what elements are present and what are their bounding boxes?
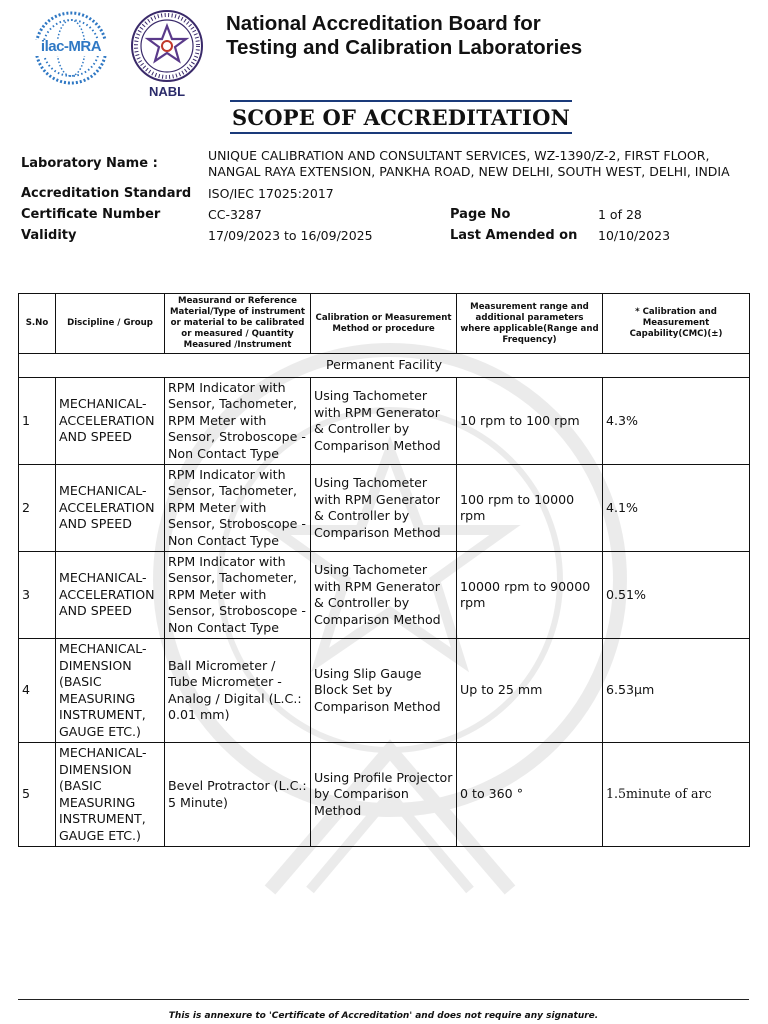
org-title [226,12,582,60]
table-row [19,743,750,847]
cell-measurand: RPM Indicator with Sensor, Tachometer, RPM Meter with Sensor, Stroboscope - Non Contact Type [165,378,311,465]
footer-divider [18,999,749,1000]
standard-label: Accreditation Standard [21,186,192,201]
cell-range: 10000 rpm to 90000 rpm [457,552,603,639]
last-amended-label: Last Amended on [450,228,578,243]
scope-table [18,293,750,847]
cell-cmc: 6.53µm [603,639,750,743]
cell-range: 10 rpm to 100 rpm [457,378,603,465]
header-range: Measurement range and additional parameters where applicable(Range and Frequency) [457,294,603,354]
certificate-label: Certificate Number [21,207,161,222]
page-no-label: Page No [450,207,511,222]
lab-name-line2: NANGAL RAYA EXTENSION, PANKHA ROAD, NEW DELHI, SOUTH WEST, DELHI, INDIA [208,164,730,179]
cell-measurand: RPM Indicator with Sensor, Tachometer, RPM Meter with Sensor, Stroboscope - Non Contact Type [165,465,311,552]
cell-method: Using Profile Projector by Comparison Method [311,743,457,847]
table-row [19,639,750,743]
header-cmc: * Calibration and Measurement Capability(CMC)(±) [603,294,750,354]
cell-measurand: Ball Micrometer / Tube Micrometer - Analog / Digital (L.C.: 0.01 mm) [165,639,311,743]
cell-sno: 2 [19,465,56,552]
ilac-logo-text: ilac-MRA [40,38,102,55]
cell-method: Using Tachometer with RPM Generator & Controller by Comparison Method [311,465,457,552]
cell-sno: 3 [19,552,56,639]
cell-range: 0 to 360 ° [457,743,603,847]
cell-method: Using Slip Gauge Block Set by Comparison Method [311,639,457,743]
cell-method: Using Tachometer with RPM Generator & Controller by Comparison Method [311,378,457,465]
header-method: Calibration or Measurement Method or procedure [311,294,457,354]
section-row [19,354,750,378]
table-row [19,378,750,465]
cell-measurand: Bevel Protractor (L.C.: 5 Minute) [165,743,311,847]
validity-label: Validity [21,228,77,243]
cell-discipline: MECHANICAL- ACCELERATION AND SPEED [56,378,165,465]
cell-discipline: MECHANICAL- DIMENSION (BASIC MEASURING INSTRUMENT, GAUGE ETC.) [56,639,165,743]
cell-range: Up to 25 mm [457,639,603,743]
cell-sno: 1 [19,378,56,465]
certificate-value: CC-3287 [208,207,262,222]
standard-value: ISO/IEC 17025:2017 [208,186,334,201]
header-discipline: Discipline / Group [56,294,165,354]
nabl-logo [128,8,206,100]
header-measurand: Measurand or Reference Material/Type of instrument or material to be calibrated or measured / Quantity Measured /Instrument [165,294,311,354]
table-row [19,552,750,639]
header-sno: S.No [19,294,56,354]
cell-discipline: MECHANICAL- ACCELERATION AND SPEED [56,552,165,639]
lab-name-label: Laboratory Name : [21,156,158,171]
cell-measurand: RPM Indicator with Sensor, Tachometer, RPM Meter with Sensor, Stroboscope - Non Contact Type [165,552,311,639]
nabl-logo-text: NABL [148,84,186,99]
cell-discipline: MECHANICAL- ACCELERATION AND SPEED [56,465,165,552]
lab-name-line1: UNIQUE CALIBRATION AND CONSULTANT SERVICES, WZ-1390/Z-2, FIRST FLOOR, [208,148,710,163]
cell-range: 100 rpm to 10000 rpm [457,465,603,552]
ilac-mra-logo [28,10,114,86]
org-title-line1: National Accreditation Board for [226,12,541,35]
page-no-value: 1 of 28 [598,207,642,222]
scope-title: SCOPE OF ACCREDITATION [230,100,572,134]
lab-name-value [208,148,730,180]
cell-sno: 4 [19,639,56,743]
last-amended-value: 10/10/2023 [598,228,671,243]
cell-sno: 5 [19,743,56,847]
cell-cmc: 1.5minute of arc [603,743,750,847]
table-header-row [19,294,750,354]
cell-cmc: 0.51% [603,552,750,639]
validity-value: 17/09/2023 to 16/09/2025 [208,228,373,243]
cell-cmc: 4.3% [603,378,750,465]
cell-discipline: MECHANICAL- DIMENSION (BASIC MEASURING INSTRUMENT, GAUGE ETC.) [56,743,165,847]
footer-note: This is annexure to 'Certificate of Accreditation' and does not require any signature. [168,1011,599,1021]
cell-method: Using Tachometer with RPM Generator & Controller by Comparison Method [311,552,457,639]
org-title-line2: Testing and Calibration Laboratories [226,36,583,59]
section-title: Permanent Facility [19,354,750,378]
table-row [19,465,750,552]
cell-cmc: 4.1% [603,465,750,552]
